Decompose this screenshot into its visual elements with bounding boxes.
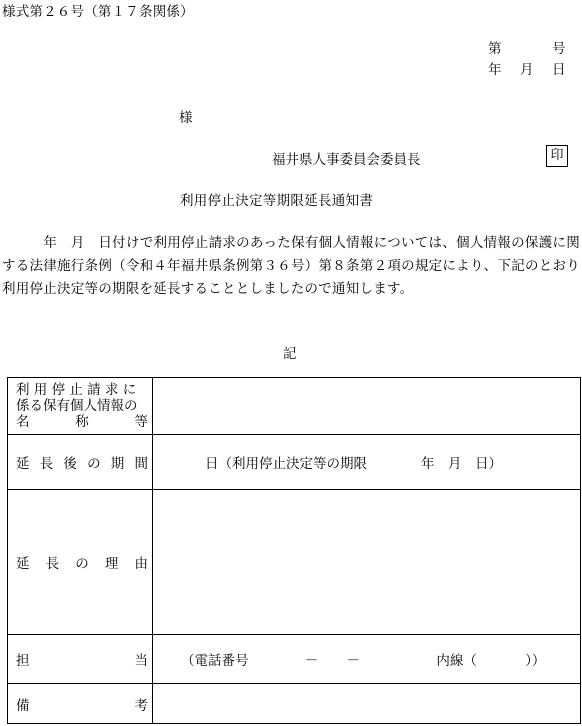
phone-dash: － [304, 653, 319, 669]
table-row [8, 378, 581, 435]
row-label-extended-period: 延 長 後 の 期 間 [8, 435, 153, 490]
extended-period-text: 日（利用停止決定等の期限 年 月 日） [205, 456, 502, 472]
extended-period-field[interactable] [153, 435, 581, 490]
form-number-label: 様式第２６号（第１７条関係） [2, 4, 194, 20]
label-char: 称 [75, 414, 89, 430]
date-month: 月 [520, 62, 534, 78]
date-day: 日 [552, 62, 566, 78]
label-line: 係る保有個人情報の [16, 398, 138, 414]
document-title: 利用停止決定等期限延長通知書 [180, 193, 374, 209]
table-row [8, 635, 581, 684]
addressee-honorific: 様 [179, 110, 193, 126]
table-row [8, 490, 581, 635]
table-row [8, 435, 581, 490]
remarks-field[interactable] [153, 684, 581, 724]
date-year: 年 [488, 62, 502, 78]
row-label-contact: 担 当 [8, 635, 153, 684]
extension-reason-field[interactable] [153, 490, 581, 635]
label-line: 利 用 停 止 請 求 に [16, 382, 137, 398]
contact-field[interactable] [153, 635, 581, 684]
extension-close: ）） [525, 653, 546, 669]
contact-text [153, 649, 580, 669]
number-suffix: 号 [552, 41, 566, 57]
label-char: 等 [134, 414, 148, 430]
extension-label: 内線（ [436, 653, 477, 669]
notice-body: 年 月 日付けで利用停止請求のあった保有個人情報については、個人情報の保護に関する法律施行条例（令和４年福井県条例第３６号）第８条第２項の規定により、下記のとおり利用停止決定等の期限を延長することとしましたので通知します。 [2, 235, 580, 297]
row-label-info-name [8, 378, 153, 435]
info-name-field[interactable] [153, 378, 581, 435]
ki-heading: 記 [283, 346, 297, 362]
label-char: 名 [16, 414, 30, 430]
seal-mark: 印 [546, 145, 568, 167]
details-table [7, 377, 581, 724]
phone-dash: － [346, 653, 361, 669]
row-label-extension-reason: 延 長 の 理 由 [8, 490, 153, 635]
row-label-remarks: 備 考 [8, 684, 153, 724]
sender-title: 福井県人事委員会委員長 [272, 152, 421, 168]
phone-label: （電話番号 [181, 653, 249, 669]
number-prefix: 第 [488, 41, 502, 57]
table-row [8, 684, 581, 724]
